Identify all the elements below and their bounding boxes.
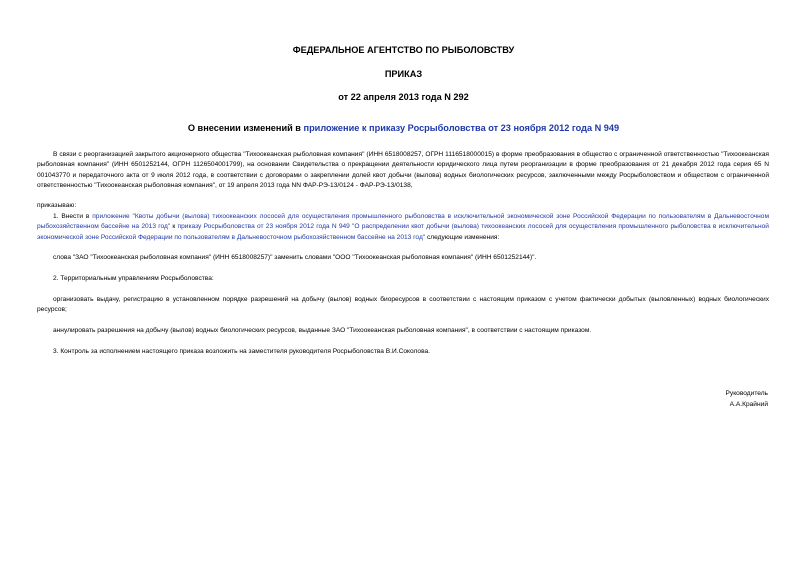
doc-type-heading: ПРИКАЗ [384,69,423,79]
item-2b-paragraph: аннулировать разрешения на добычу (вылов) водных биологических ресурсов, выданные ЗАО "Тихоокеанская рыболовная компания", в соответствии с настоящим приказом. [53,327,592,334]
item-1-paragraph [37,212,769,243]
preamble-paragraph: В связи с реорганизацией закрытого акционерного общества "Тихоокеанская рыболовная компания" (ИНН 6518008257, ОГРН 1116518000015) в форме преобразования в общество с ограниченной ответственностью "Тихоокеанская рыболовная компания" (ИНН 6501252144, ОГРН 1126504001799), на основании Свидетельства о прекращении деятельности юридического лица путем реорганизации в форме преобразования от 21 декабря 2012 года серия 65 N 001043770 и передаточного акта от 9 июля 2012 года, в соответствии с договорами о закреплении долей квот добычи (вылова) водных биологических ресурсов, заключенными между Росрыболовством и обществом с ограниченной ответственностью "Тихоокеанская рыболовная компания", от 19 апреля 2013 года NN ФАР-РЭ-13/0124 - ФАР-РЭ-13/0138, [37,151,769,190]
title-link[interactable]: приложение к приказу Росрыболовства от 23 ноября 2012 года N 949 [303,123,620,133]
signature-name: А.А.Крайний [729,401,768,408]
document-title [0,123,807,134]
item-1-text-c: следующие изменения: [425,233,500,241]
order-949-link[interactable]: приказу Росрыболовства от 23 ноября 2012 года N 949 "О распределении квот добычи (вылова) тихоокеанских лососей для осуществления промышленного рыболовства в исключительной экономической зоне Российской Федерации по пользователям в Дальневосточном рыбохозяйственном бассейне на 2013 год" [37,223,769,241]
date-number-heading: от 22 апреля 2013 года N 292 [338,92,469,102]
signature-position: Руководитель [725,390,768,397]
appendix-link[interactable]: приложение "Квоты добычи (вылова) тихоокеанских лососей для осуществления промышленного рыболовства в исключительной экономической зоне Российской Федерации по пользователям в Дальневосточном рыбохозяйственном бассейне на 2013 год" [37,213,769,231]
item-1-text-a: 1. Внести в [53,213,93,220]
item-1-text-b: к [170,223,178,231]
order-word: приказываю: [37,202,77,209]
item-2-paragraph: 2. Территориальным управлениям Росрыболовства: [53,275,214,282]
replace-paragraph: слова "ЗАО "Тихоокеанская рыболовная компания" (ИНН 6518008257)" заменить словами "ООО "Тихоокеанская рыболовная компания" (ИНН 6501252144)". [53,254,537,261]
item-3-paragraph: 3. Контроль за исполнением настоящего приказа возложить на заместителя руководителя Росрыболовства В.И.Соколова. [53,348,430,355]
title-prefix: О внесении изменений в [187,123,304,133]
agency-heading: ФЕДЕРАЛЬНОЕ АГЕНТСТВО ПО РЫБОЛОВСТВУ [292,45,515,55]
item-2a-paragraph: организовать выдачу, регистрацию в установленном порядке разрешений на добычу (вылов) водных биоресурсов в соответствии с настоящим приказом с учетом фактически добытых (выловленных) водных биологических ресурсов; [37,296,769,314]
